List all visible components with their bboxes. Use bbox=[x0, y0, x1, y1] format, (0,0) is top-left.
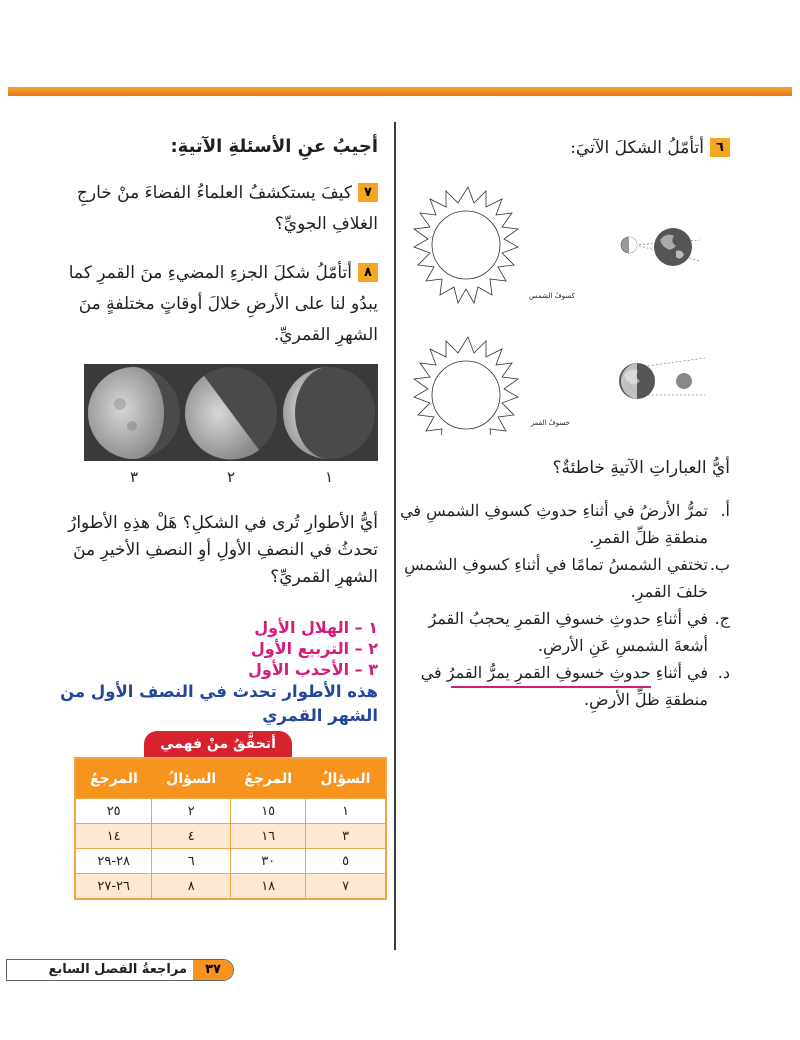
table-cell: ٤ bbox=[152, 824, 231, 849]
table-header: السؤالُ bbox=[152, 758, 231, 799]
column-divider bbox=[394, 122, 396, 950]
table-row bbox=[75, 874, 386, 900]
option-text: في أثناءِ حدوثِ خسوفِ القمرِ يمرُّ القمرُ في منطقةِ ظلِّ الأرضِ. bbox=[420, 663, 708, 709]
option-c bbox=[398, 605, 730, 659]
option-text: تمرُّ الأرضُ في أثناءِ حدوثِ كسوفِ الشمسِ في منطقةِ ظلِّ القمرِ. bbox=[400, 501, 708, 547]
table-cell: ٣٠ bbox=[231, 849, 306, 874]
moon-phase-3 bbox=[88, 367, 180, 459]
question-7-text: كيفَ يستكشفُ العلماءُ الفضاءَ منْ خارجِ الغلافِ الجويِّ؟ bbox=[76, 183, 378, 234]
table-cell: ٢٥ bbox=[75, 799, 152, 824]
page-footer bbox=[6, 957, 246, 981]
page-number: ٣٧ bbox=[193, 960, 233, 980]
answer-line: ١ – الهلال الأول bbox=[254, 618, 378, 637]
table-cell: ١٥ bbox=[231, 799, 306, 824]
answer-highlight-underline bbox=[451, 686, 651, 688]
option-letter: أ. bbox=[720, 501, 730, 520]
question-6-text: أتأمّلُ الشكلَ الآتيَ: bbox=[570, 138, 704, 158]
check-understanding-title: أتحقَّقُ منْ فهمي bbox=[144, 731, 292, 757]
moon-label-2: ٢ bbox=[226, 468, 236, 486]
moon-label-3: ٣ bbox=[129, 468, 139, 486]
eclipse-figure bbox=[410, 185, 710, 435]
table-cell: ٢ bbox=[152, 799, 231, 824]
lunar-eclipse-caption: خسوفُ القمر bbox=[530, 419, 570, 427]
table-cell: ١٦ bbox=[231, 824, 306, 849]
question-6-prompt: أيُّ العباراتِ الآتيةِ خاطئةٌ؟ bbox=[552, 458, 730, 478]
table-cell: ٧ bbox=[306, 874, 386, 900]
moon-phase-1 bbox=[283, 367, 375, 459]
table-header: السؤالُ bbox=[306, 758, 386, 799]
question-6-title bbox=[430, 138, 730, 158]
answer-options bbox=[398, 497, 730, 713]
solar-eclipse-caption: كسوفُ الشمس bbox=[529, 292, 575, 300]
sun-icon-lunar bbox=[414, 337, 518, 435]
option-b bbox=[398, 551, 730, 605]
moon-phase-labels bbox=[84, 468, 378, 490]
answer-line: ٣ – الأحدب الأول bbox=[248, 660, 378, 679]
table-cell: ١٨ bbox=[231, 874, 306, 900]
moon-icon-lunar bbox=[676, 373, 692, 389]
question-7 bbox=[38, 178, 378, 240]
question-8-text: أتأمّلُ شكلَ الجزءِ المضيءِ منَ القمرِ كما يبدُو لنا على الأرضِ خلالَ أوقاتٍ مختلفةٍ منَ الشهرِ القمريِّ. bbox=[68, 263, 378, 345]
question-number-badge: ٦ bbox=[710, 138, 730, 157]
table-row bbox=[75, 849, 386, 874]
option-letter: د. bbox=[717, 663, 730, 682]
table-cell: ٦ bbox=[152, 849, 231, 874]
option-letter: ج. bbox=[714, 609, 730, 628]
moon-icon-solar bbox=[621, 237, 637, 253]
table-cell: ٨ bbox=[152, 874, 231, 900]
table-header: المرجعُ bbox=[231, 758, 306, 799]
top-accent-bar bbox=[8, 87, 792, 96]
table-row bbox=[75, 824, 386, 849]
section-heading: أجيبُ عنِ الأسئلةِ الآتيةِ: bbox=[170, 136, 378, 157]
moon-phases-image bbox=[84, 364, 378, 461]
earth-icon-solar bbox=[654, 228, 692, 266]
answer-summary: هذه الأطوار تحدث في النصف الأول من الشهر القمري bbox=[60, 682, 378, 725]
footer-bar bbox=[6, 959, 234, 981]
handwritten-answers bbox=[38, 617, 378, 680]
answer-line: ٢ – التربيع الأول bbox=[250, 639, 378, 658]
table-header-row bbox=[75, 758, 386, 799]
moon-label-1: ١ bbox=[324, 468, 334, 486]
question-number-badge: ٨ bbox=[358, 263, 378, 282]
question-number-badge: ٧ bbox=[358, 183, 378, 202]
table-row bbox=[75, 799, 386, 824]
chapter-review-label: مراجعةُ الفصل السابع bbox=[48, 962, 187, 977]
table-cell: ٢٦-٢٧ bbox=[75, 874, 152, 900]
option-text: تختفي الشمسُ تمامًا في أثناءِ كسوفِ الشمسِ خلفَ القمرِ. bbox=[404, 555, 708, 601]
option-letter: ب. bbox=[709, 555, 730, 574]
question-8 bbox=[38, 258, 378, 351]
check-understanding-table bbox=[74, 757, 387, 900]
table-cell: ٥ bbox=[306, 849, 386, 874]
moon-phase-2 bbox=[185, 367, 277, 460]
table-header: المرجعُ bbox=[75, 758, 152, 799]
option-text: في أثناءِ حدوثِ خسوفِ القمرِ يحجبُ القمرُ أشعةَ الشمسِ عَنِ الأرضِ. bbox=[428, 609, 708, 655]
question-8-followup: أيُّ الأطوارِ تُرى في الشكلِ؟ هَلْ هذِهِ الأطوارُ تحدثُ في النصفِ الأولِ أوِ النصفِ الأخيرِ منَ الشهرِ القمريِّ؟ bbox=[68, 513, 378, 587]
table-cell: ٣ bbox=[306, 824, 386, 849]
table-cell: ٢٨-٢٩ bbox=[75, 849, 152, 874]
table-cell: ١ bbox=[306, 799, 386, 824]
earth-icon-lunar bbox=[619, 363, 655, 399]
table-cell: ١٤ bbox=[75, 824, 152, 849]
sun-icon-solar bbox=[414, 187, 518, 303]
option-a bbox=[398, 497, 730, 551]
